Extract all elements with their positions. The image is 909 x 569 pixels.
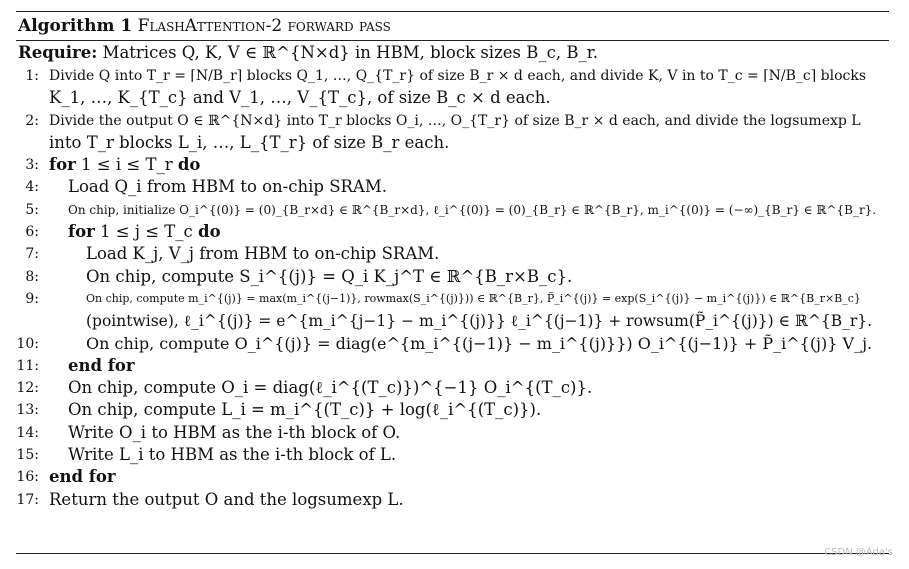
bottom-rule xyxy=(16,553,889,554)
algorithm-name: FlashAttention-2 forward pass xyxy=(137,16,391,36)
line-number: 2: xyxy=(25,112,39,129)
require-keyword: Require: xyxy=(18,43,98,62)
line-text: On chip, compute S_i^{(j)} = Q_i K_j^T ∈ ℝ^{B_r×B_c}. xyxy=(86,266,573,286)
line-number: 11: xyxy=(16,357,39,374)
line-number: 9: xyxy=(25,290,39,307)
algorithm-line-continuation xyxy=(16,132,889,154)
algorithm-line xyxy=(16,243,889,265)
line-content xyxy=(68,199,876,221)
algorithm-line xyxy=(16,154,889,176)
algorithm-line xyxy=(16,110,889,132)
line-keyword: for xyxy=(49,155,76,175)
algorithm-line-continuation xyxy=(16,87,889,109)
line-text: On chip, compute O_i^{(j)} = diag(e^{m_i^{(j−1)} − m_i^{(j)}}) O_i^{(j−1)} + P̃_i^{(j)} V_j. xyxy=(86,333,873,353)
line-number: 1: xyxy=(25,68,39,84)
algorithm-line-continuation xyxy=(16,310,889,332)
line-number: 8: xyxy=(25,268,39,285)
algorithm-line xyxy=(16,176,889,198)
line-continuation-text: into T_r blocks L_i, …, L_{T_r} of size B_r each. xyxy=(49,132,450,152)
line-keyword-do: do xyxy=(198,222,221,242)
line-text: Write L_i to HBM as the i-th block of L. xyxy=(68,445,397,465)
algorithm-block xyxy=(16,11,889,511)
algorithm-line xyxy=(16,422,889,444)
line-number: 5: xyxy=(25,201,39,218)
line-text: 1 ≤ j ≤ T_c xyxy=(100,222,193,242)
line-content xyxy=(68,176,387,198)
algorithm-line xyxy=(16,333,889,355)
algorithm-line xyxy=(16,355,889,377)
line-text: Write O_i to HBM as the i-th block of O. xyxy=(68,422,401,442)
line-text: Load Q_i from HBM to on-chip SRAM. xyxy=(68,177,387,197)
line-content xyxy=(68,444,396,466)
line-number: 17: xyxy=(16,491,39,508)
algorithm-line xyxy=(16,399,889,421)
line-content xyxy=(49,154,200,176)
line-content xyxy=(49,489,404,511)
line-content xyxy=(86,266,572,288)
line-text: Divide Q into T_r = ⌈N/B_r⌉ blocks Q_1, …, Q_{T_r} of size B_r × d each, and divide K, V in to T_c = ⌈N/B_c⌉ blocks xyxy=(49,68,867,84)
algorithm-line xyxy=(16,221,889,243)
algorithm-line xyxy=(16,199,889,221)
line-content xyxy=(49,65,866,87)
algorithm-line xyxy=(16,489,889,511)
line-content xyxy=(68,422,400,444)
line-content xyxy=(86,288,861,310)
line-text: Load K_j, V_j from HBM to on-chip SRAM. xyxy=(86,244,440,264)
algorithm-line xyxy=(16,266,889,288)
algorithm-title xyxy=(16,12,889,38)
line-content xyxy=(68,399,541,421)
line-content xyxy=(86,243,439,265)
line-number: 15: xyxy=(16,447,39,464)
algorithm-line xyxy=(16,377,889,399)
line-continuation-text: K_1, …, K_{T_c} and V_1, …, V_{T_c}, of size B_c × d each. xyxy=(49,88,551,108)
line-content xyxy=(68,355,135,377)
line-number: 14: xyxy=(16,424,39,441)
line-content xyxy=(86,333,872,355)
line-text: 1 ≤ i ≤ T_r xyxy=(81,155,173,175)
line-content xyxy=(68,377,592,399)
require-line xyxy=(16,41,889,65)
require-text: Matrices Q, K, V ∈ ℝ^{N×d} in HBM, block sizes B_c, B_r. xyxy=(102,43,599,62)
algorithm-label: Algorithm 1 xyxy=(18,16,133,36)
line-text: On chip, initialize O_i^{(0)} = (0)_{B_r×d} ∈ ℝ^{B_r×d}, ℓ_i^{(0)} = (0)_{B_r} ∈ ℝ^{B_r}, m_i^{(0)} = (−∞)_{B_r} ∈ ℝ^{B_r}. xyxy=(68,202,877,217)
line-continuation-text: (pointwise), ℓ_i^{(j)} = e^{m_i^{j−1} − m_i^{(j)}} ℓ_i^{(j−1)} + rowsum(P̃_i^{(j)}) ∈ ℝ^{B_r}. xyxy=(86,312,873,331)
watermark: CSDN @Ada's xyxy=(824,547,893,558)
line-text: On chip, compute L_i = m_i^{(T_c)} + log(ℓ_i^{(T_c)}). xyxy=(68,400,542,420)
line-number: 7: xyxy=(25,246,39,263)
line-keyword: end for xyxy=(49,467,116,487)
algorithm-line xyxy=(16,65,889,87)
line-text: Divide the output O ∈ ℝ^{N×d} into T_r blocks O_i, …, O_{T_r} of size B_r × d each, and divide the logsumexp L xyxy=(49,112,861,129)
line-keyword: for xyxy=(68,222,95,242)
line-text: Return the output O and the logsumexp L. xyxy=(49,489,404,509)
line-number: 6: xyxy=(25,224,39,241)
line-number: 3: xyxy=(25,157,39,174)
line-number: 10: xyxy=(16,335,39,352)
line-number: 16: xyxy=(16,469,39,486)
line-keyword: end for xyxy=(68,355,135,375)
algorithm-line xyxy=(16,466,889,488)
line-text: On chip, compute m_i^{(j)} = max(m_i^{(j−1)}, rowmax(S_i^{(j)})) ∈ ℝ^{B_r}, P̃_i^{(j)} = exp(S_i^{(j)} − m_i^{(j)}) ∈ ℝ^{B_r×B_c} xyxy=(86,291,861,305)
line-text: On chip, compute O_i = diag(ℓ_i^{(T_c)})^{−1} O_i^{(T_c)}. xyxy=(68,378,593,398)
algorithm-line xyxy=(16,288,889,310)
line-number: 4: xyxy=(25,179,39,196)
line-keyword-do: do xyxy=(177,155,201,175)
algorithm-lines xyxy=(16,65,889,511)
algorithm-line xyxy=(16,444,889,466)
line-content xyxy=(68,221,221,243)
line-content xyxy=(49,466,116,488)
line-content xyxy=(49,110,861,132)
line-number: 13: xyxy=(16,402,39,419)
line-number: 12: xyxy=(16,380,39,397)
